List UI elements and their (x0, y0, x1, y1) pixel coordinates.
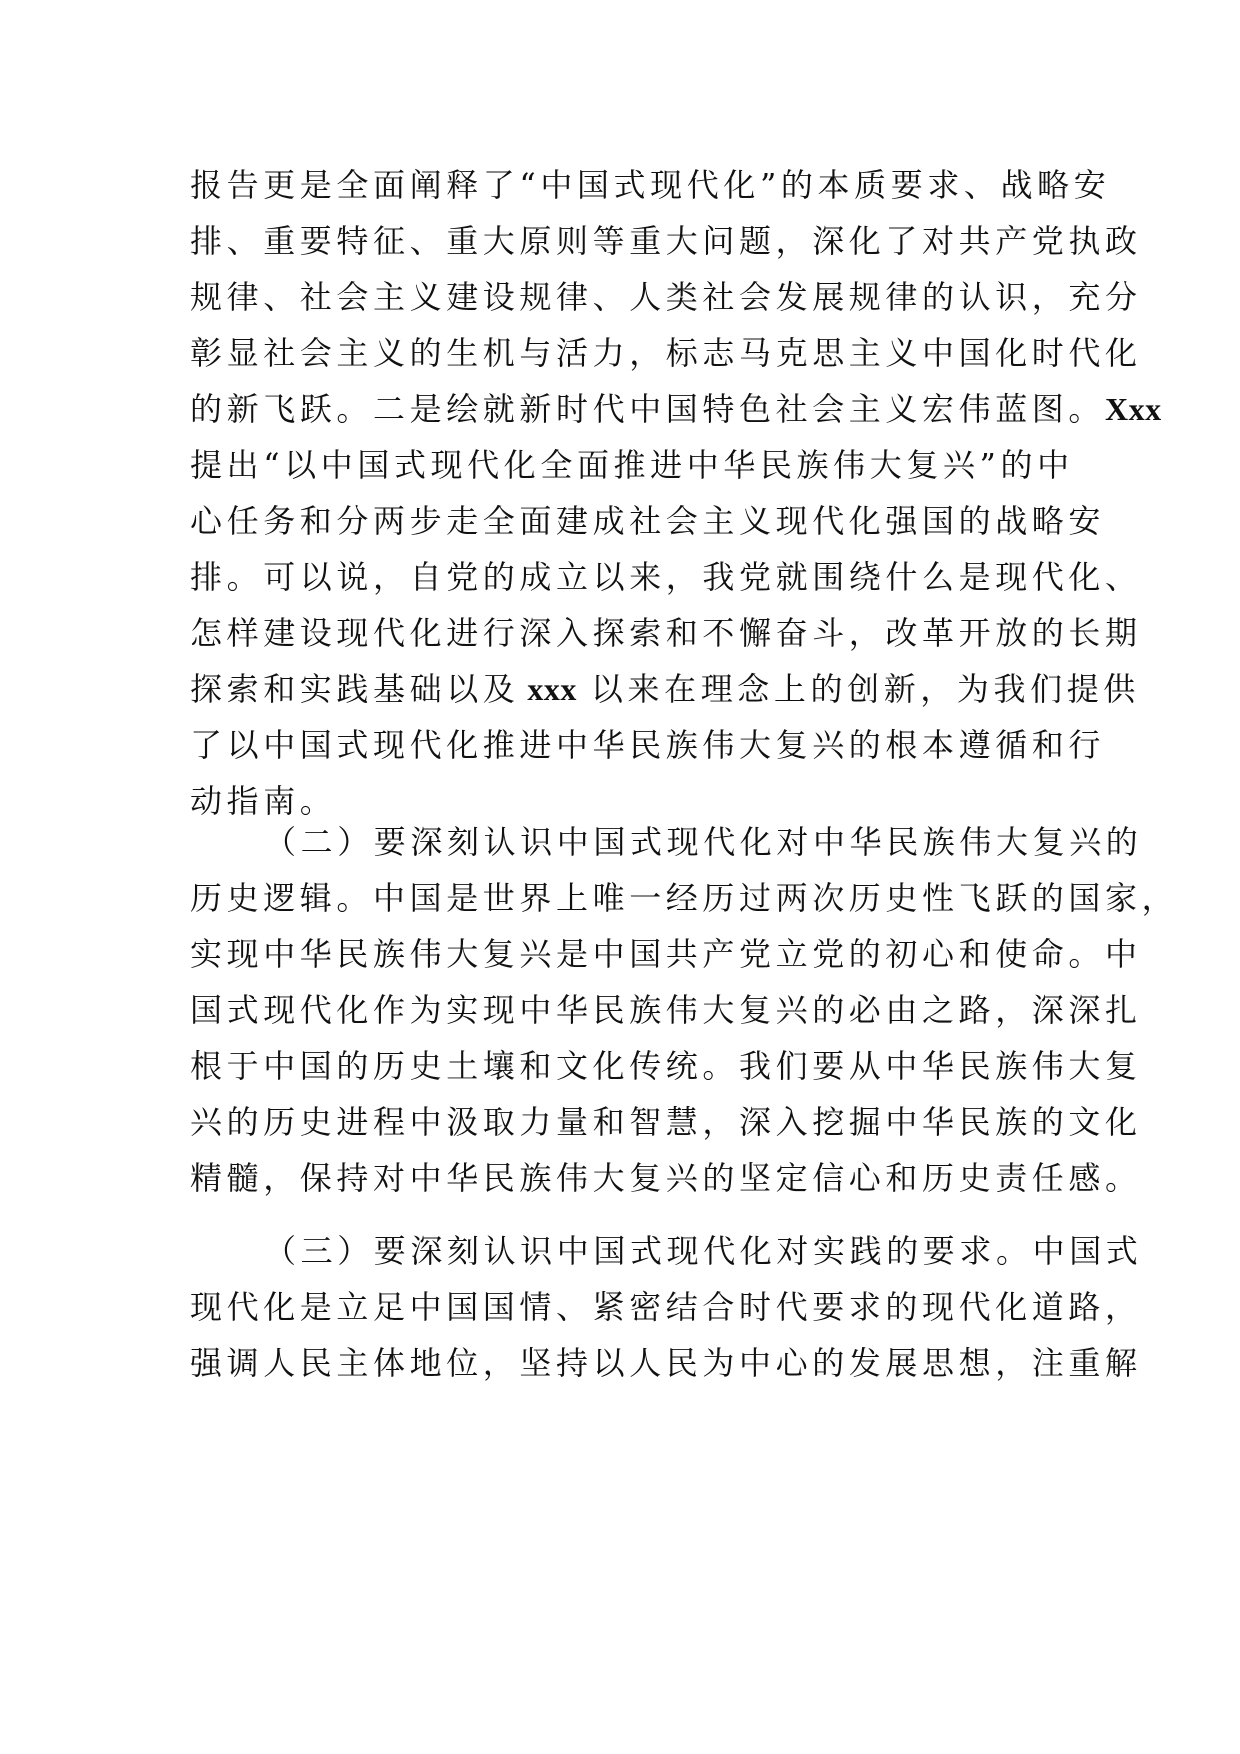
section-heading-line: （二）要深刻认识中国式现代化对中华民族伟大复兴的 (264, 823, 1143, 861)
paragraph-3 (190, 1223, 1143, 1391)
paragraph-line: 规律、社会主义建设规律、人类社会发展规律的认识，充分 (190, 278, 1142, 316)
paragraph-line: 动指南。 (190, 782, 337, 820)
section-heading-line: （三）要深刻认识中国式现代化对实践的要求。中国式 (264, 1232, 1143, 1270)
paragraph-line: 国式现代化作为实现中华民族伟大复兴的必由之路，深深扎 (190, 991, 1142, 1029)
bold-placeholder-text: Xxx (1105, 391, 1162, 427)
line-text: 探索和实践基础以及 (190, 670, 520, 708)
paragraph-line: 现代化是立足中国国情、紧密结合时代要求的现代化道路， (190, 1288, 1142, 1326)
paragraph-line: 提出“以中国式现代化全面推进中华民族伟大复兴”的中 (190, 446, 1074, 484)
line-text: 以来在理念上的创新，为我们提供 (590, 670, 1140, 708)
paragraph-line (190, 381, 1162, 437)
paragraph-line: 实现中华民族伟大复兴是中国共产党立党的初心和使命。中 (190, 935, 1142, 973)
paragraph-line: 历史逻辑。中国是世界上唯一经历过两次历史性飞跃的国家， (190, 879, 1179, 917)
paragraph-line: 了以中国式现代化推进中华民族伟大复兴的根本遵循和行 (190, 726, 1106, 764)
paragraph-line: 排。可以说，自党的成立以来，我党就围绕什么是现代化、 (190, 558, 1142, 596)
paragraph-line: 精髓，保持对中华民族伟大复兴的坚定信心和历史责任感。 (190, 1159, 1142, 1197)
paragraph-line (190, 661, 1140, 717)
paragraph-line: 心任务和分两步走全面建成社会主义现代化强国的战略安 (190, 502, 1106, 540)
paragraph-line: 排、重要特征、重大原则等重大问题，深化了对共产党执政 (190, 222, 1142, 260)
paragraph-line: 强调人民主体地位，坚持以人民为中心的发展思想，注重解 (190, 1344, 1142, 1382)
paragraph-1 (190, 157, 1162, 829)
paragraph-2 (190, 814, 1179, 1206)
paragraph-line: 报告更是全面阐释了“中国式现代化”的本质要求、战略安 (190, 166, 1111, 204)
paragraph-line: 彰显社会主义的生机与活力，标志马克思主义中国化时代化 (190, 334, 1142, 372)
line-text: 的新飞跃。二是绘就新时代中国特色社会主义宏伟蓝图。 (190, 390, 1106, 428)
bold-placeholder-text: xxx (527, 671, 577, 707)
paragraph-line: 怎样建设现代化进行深入探索和不懈奋斗，改革开放的长期 (190, 614, 1142, 652)
paragraph-line: 根于中国的历史土壤和文化传统。我们要从中华民族伟大复 (190, 1047, 1142, 1085)
paragraph-line: 兴的历史进程中汲取力量和智慧，深入挖掘中华民族的文化 (190, 1103, 1142, 1141)
